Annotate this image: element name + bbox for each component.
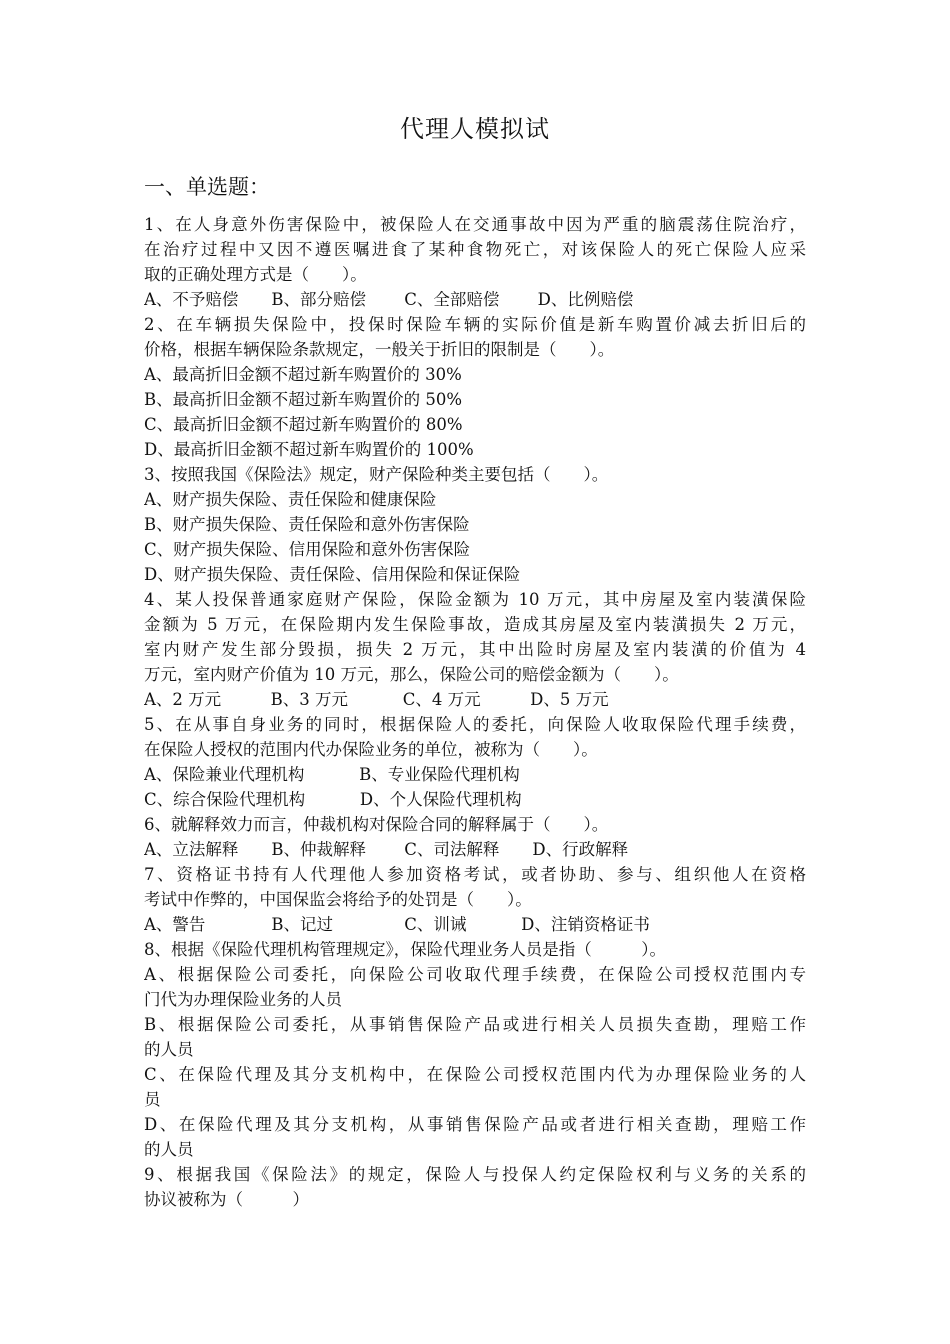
text-line: 室内财产发生部分毁损，损失 2 万元，其中出险时房屋及室内装潢的价值为 4	[144, 640, 806, 659]
document-title: 代理人模拟试	[400, 115, 550, 143]
text-line: 的人员	[144, 1140, 194, 1159]
text-line: A、保险兼业代理机构 B、专业保险代理机构	[144, 765, 520, 784]
text-line: 1、在人身意外伤害保险中，被保险人在交通事故中因为严重的脑震荡住院治疗，	[144, 215, 806, 234]
text-line: 取的正确处理方式是（ ）。	[144, 265, 367, 284]
text-line: D、财产损失保险、责任保险、信用保险和保证保险	[144, 565, 521, 584]
text-line: 2、在车辆损失保险中，投保时保险车辆的实际价值是新车购置价减去折旧后的	[144, 315, 806, 334]
text-line: 6、就解释效力而言，仲裁机构对保险合同的解释属于（ ）。	[144, 815, 609, 834]
text-line: B、财产损失保险、责任保险和意外伤害保险	[144, 515, 470, 534]
text-line: C、最高折旧金额不超过新车购置价的 80%	[144, 415, 463, 434]
text-line: A、2 万元 B、3 万元 C、4 万元 D、5 万元	[144, 690, 609, 709]
text-line: B、根据保险公司委托，从事销售保险产品或进行相关人员损失查勘，理赔工作	[144, 1015, 806, 1034]
text-line: 价格，根据车辆保险条款规定，一般关于折旧的限制是（ ）。	[144, 340, 615, 359]
text-line: 员	[144, 1090, 161, 1109]
text-line: C、在保险代理及其分支机构中，在保险公司授权范围内代为办理保险业务的人	[144, 1065, 806, 1084]
text-line: D、最高折旧金额不超过新车购置价的 100%	[144, 440, 474, 459]
text-line: 在保险人授权的范围内代办保险业务的单位，被称为（ ）。	[144, 740, 598, 759]
text-line: 万元，室内财产价值为 10 万元，那么，保险公司的赔偿金额为（ ）。	[144, 665, 679, 684]
text-line: 5、在从事自身业务的同时，根据保险人的委托，向保险人收取保险代理手续费，	[144, 715, 806, 734]
text-line: 7、资格证书持有人代理他人参加资格考试，或者协助、参与、组织他人在资格	[144, 865, 806, 884]
text-line: A、根据保险公司委托，向保险公司收取代理手续费，在保险公司授权范围内专	[144, 965, 806, 984]
text-line: 4、某人投保普通家庭财产保险，保险金额为 10 万元，其中房屋及室内装潢保险	[144, 590, 806, 609]
text-line: 3、按照我国《保险法》规定，财产保险种类主要包括（ ）。	[144, 465, 609, 484]
text-line: A、不予赔偿 B、部分赔偿 C、全部赔偿 D、比例赔偿	[144, 290, 634, 309]
text-line: A、财产损失保险、责任保险和健康保险	[144, 490, 437, 509]
section-heading: 一、单选题：	[144, 175, 270, 199]
text-line: 的人员	[144, 1040, 194, 1059]
text-line: A、警告 B、记过 C、训诫 D、注销资格证书	[144, 915, 650, 934]
text-line: 金额为 5 万元，在保险期内发生保险事故，造成其房屋及室内装潢损失 2 万元，	[144, 615, 806, 634]
text-line: D、在保险代理及其分支机构，从事销售保险产品或者进行相关查勘，理赔工作	[144, 1115, 806, 1134]
text-line: C、综合保险代理机构 D、个人保险代理机构	[144, 790, 522, 809]
text-line: 门代为办理保险业务的人员	[144, 990, 342, 1009]
text-line: 在治疗过程中又因不遵医嘱进食了某种食物死亡，对该保险人的死亡保险人应采	[144, 240, 806, 259]
question-body	[144, 212, 806, 1212]
text-line: 8、根据《保险代理机构管理规定》，保险代理业务人员是指（ ）。	[144, 940, 666, 959]
text-line: 协议被称为（ ）	[144, 1190, 309, 1209]
text-line: A、最高折旧金额不超过新车购置价的 30%	[144, 365, 462, 384]
text-line: 9、根据我国《保险法》的规定，保险人与投保人约定保险权利与义务的关系的	[144, 1165, 806, 1184]
text-line: B、最高折旧金额不超过新车购置价的 50%	[144, 390, 463, 409]
text-line: A、立法解释 B、仲裁解释 C、司法解释 D、行政解释	[144, 840, 629, 859]
text-line: 考试中作弊的，中国保监会将给予的处罚是（ ）。	[144, 890, 532, 909]
text-line: C、财产损失保险、信用保险和意外伤害保险	[144, 540, 471, 559]
